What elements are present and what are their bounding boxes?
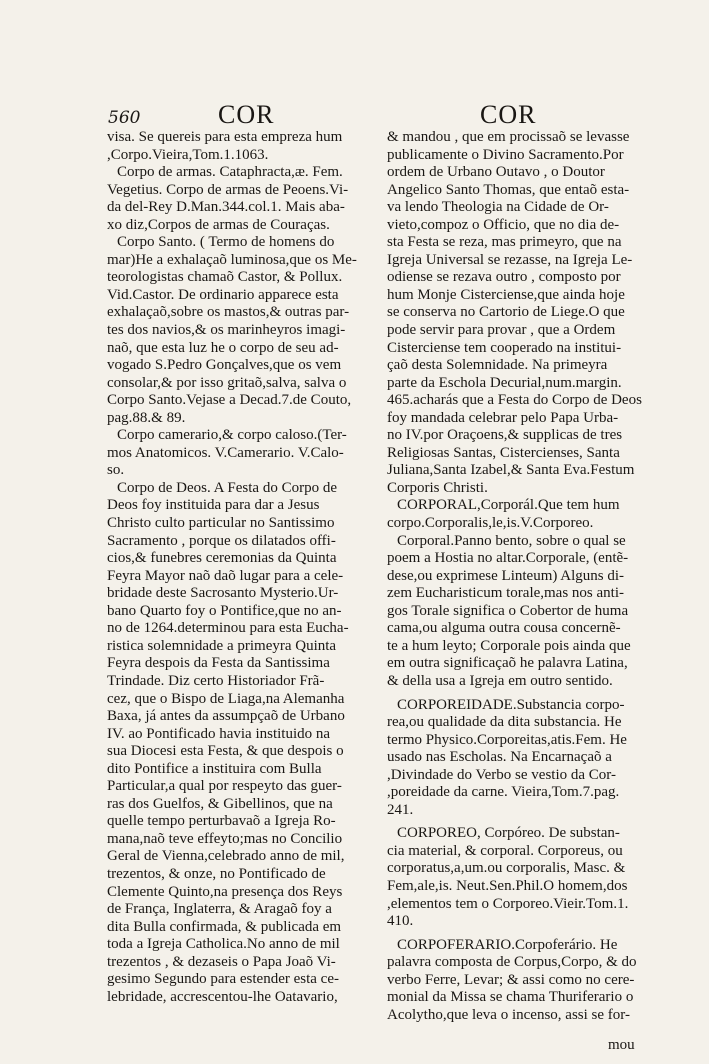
right-column-line: odiense se rezava outro , composto por bbox=[387, 269, 621, 286]
right-headword: COR bbox=[480, 100, 537, 129]
right-column-line: Angelico Santo Thomas, que entaõ esta- bbox=[387, 181, 630, 198]
right-column-line: çaõ desta Solemnidade. Na primeyra bbox=[387, 357, 608, 374]
left-column-line: Corpo Santo.Vejase a Decad.7.de Couto, bbox=[107, 392, 352, 409]
right-column-line: vieto,compoz o Officio, que no dia de- bbox=[387, 216, 620, 233]
left-column-line: ras dos Guelfos, & Gibellinos, que na bbox=[107, 795, 333, 812]
left-column-line: Vid.Castor. De ordinario apparece esta bbox=[107, 286, 339, 303]
left-column-line: trezentos, & onze, no Pontificado de bbox=[107, 865, 326, 882]
left-column-line: consolar,& por isso gritaõ,salva, salva o bbox=[107, 374, 347, 391]
left-column-line: vogado S.Pedro Gonçalves,que os vem bbox=[107, 357, 342, 374]
right-column-line: 465.acharás que a Festa do Corpo de Deos bbox=[387, 392, 642, 409]
right-column-line: ,elementos tem o Corporeo.Vieir.Tom.1. bbox=[387, 895, 629, 912]
left-column-line: Particular,a qual por respeyto das guer- bbox=[107, 778, 342, 795]
right-column-line: parte da Eschola Decurial,num.margin. bbox=[387, 374, 622, 391]
right-column-line: gos Torale significa o Cobertor de huma bbox=[387, 602, 629, 619]
left-column-line: mar)He a exhalaçaõ luminosa,que os Me- bbox=[107, 251, 357, 268]
right-column-line: cama,ou alguma outra cousa concernẽ- bbox=[387, 620, 621, 637]
right-column-line: Cisterciense tem cooperado na institui- bbox=[387, 339, 622, 356]
left-column-line: Trindade. Diz certo Historiador Frã- bbox=[107, 672, 325, 689]
right-column-line: cia material, & corporal. Corporeus, ou bbox=[387, 842, 623, 859]
page-number: 560 bbox=[108, 108, 141, 128]
right-column-line: dese,ou exprimese Linteum) Alguns di- bbox=[387, 567, 625, 584]
right-column-line: CORPOFERARIO.Corpoferário. He bbox=[397, 936, 618, 953]
right-column-line: termo Physico.Corporeitas,atis.Fem. He bbox=[387, 731, 627, 748]
right-column-line: CORPOREIDADE.Substancia corpo- bbox=[397, 696, 625, 713]
running-head bbox=[100, 100, 640, 130]
left-column-line: Vegetius. Corpo de armas de Peoens.Vi- bbox=[107, 181, 349, 198]
right-column-line: no IV.por Oraçoens,& supplicas de tres bbox=[387, 427, 623, 444]
left-column bbox=[107, 129, 375, 1006]
left-column-line: Feyra Mayor naõ daõ lugar para a cele- bbox=[107, 567, 344, 584]
left-column-line: Corpo de Deos. A Festa do Corpo de bbox=[117, 479, 337, 496]
left-headword: COR bbox=[218, 100, 275, 129]
right-column-line: Fem,ale,is. Neut.Sen.Phil.O homem,dos bbox=[387, 877, 628, 894]
left-column-line: Baxa, já antes da assumpçaõ de Urbano bbox=[107, 708, 345, 725]
left-column-line: sua Diocesi esta Festa, & que despois o bbox=[107, 743, 344, 760]
right-column-line: CORPORAL,Corporál.Que tem hum bbox=[397, 497, 620, 514]
right-column-line: Religiosas Santas, Cistercienses, Santa bbox=[387, 444, 620, 461]
right-column-line: poem a Hostia no altar.Corporale, (entẽ- bbox=[387, 550, 629, 567]
left-column-line: da del-Rey D.Man.344.col.1. Mais aba- bbox=[107, 199, 345, 216]
right-column-line: sta Festa se reza, mas primeyro, que na bbox=[387, 234, 622, 251]
left-column-line: Christo culto particular no Santissimo bbox=[107, 515, 335, 532]
left-column-line: Corpo de armas. Cataphracta,æ. Fem. bbox=[117, 164, 343, 181]
right-column bbox=[387, 129, 643, 1024]
left-column-line: no de 1264.determinou para esta Eucha- bbox=[107, 620, 349, 637]
right-column-line: palavra composta de Corpus,Corpo, & do bbox=[387, 954, 637, 971]
left-column-line: cez, que o Bispo de Liaga,na Alemanha bbox=[107, 690, 345, 707]
right-column-line: Juliana,Santa Izabel,& Santa Eva.Festum bbox=[387, 462, 635, 479]
right-column-line: hum Monje Cisterciense,que ainda hoje bbox=[387, 286, 625, 303]
left-column-line: IV. ao Pontificado havia instituido na bbox=[107, 725, 331, 742]
right-column-line: verbo Ferre, Levar; & assi como no cere- bbox=[387, 971, 635, 988]
catchword: mou bbox=[608, 1037, 635, 1053]
right-column-line: rea,ou qualidade da dita substancia. He bbox=[387, 714, 622, 731]
left-column-line: lebridade, accrescentou-lhe Oatavario, bbox=[107, 988, 338, 1005]
left-column-line: pag.88.& 89. bbox=[107, 409, 186, 426]
right-column-line: corpo.Corporalis,le,is.V.Corporeo. bbox=[387, 515, 594, 532]
right-column-line: 241. bbox=[387, 801, 414, 818]
left-column-line: Corpo camerario,& corpo caloso.(Ter- bbox=[117, 427, 347, 444]
right-column-line: va lendo Theologia na Cidade de Or- bbox=[387, 199, 609, 216]
right-column-line: ordem de Urbano Outavo , o Doutor bbox=[387, 164, 605, 181]
left-column-line: ,Corpo.Vieira,Tom.1.1063. bbox=[107, 146, 269, 163]
left-column-line: xo diz,Corpos de armas de Couraças. bbox=[107, 216, 330, 233]
left-column-line: mos Anatomicos. V.Camerario. V.Calo- bbox=[107, 444, 344, 461]
left-column-line: Corpo Santo. ( Termo de homens do bbox=[117, 234, 335, 251]
right-column-line: zem Eucharisticum torale,mas nos anti- bbox=[387, 585, 625, 602]
left-column-line: bridade deste Sacrosanto Mysterio.Ur- bbox=[107, 585, 339, 602]
left-column-line: quelle tempo perturbavaõ a Igreja Ro- bbox=[107, 813, 336, 830]
right-column-line: & della usa a Igreja em outro sentido. bbox=[387, 672, 613, 689]
left-column-line: Geral de Vienna,celebrado anno de mil, bbox=[107, 848, 345, 865]
left-column-line: de França, Inglaterra, & Aragaõ foy a bbox=[107, 901, 332, 918]
left-column-line: Clemente Quinto,na presença dos Reys bbox=[107, 883, 343, 900]
right-column-line: Corporis Christi. bbox=[387, 479, 488, 496]
left-column-line: mana,naõ teve effeyto;mas no Concilio bbox=[107, 830, 343, 847]
right-column-line: publicamente o Divino Sacramento.Por bbox=[387, 146, 624, 163]
left-column-line: bano Quarto foy o Pontifice,que no an- bbox=[107, 602, 342, 619]
right-column-line: Igreja Universal se rezasse, na Igreja Le- bbox=[387, 251, 633, 268]
left-column-line: trezentos , & dezaseis o Papa Joaõ Vi- bbox=[107, 953, 336, 970]
right-column-line: Acolytho,que leva o incenso, assi se for- bbox=[387, 1006, 630, 1023]
right-column-line: monial da Missa se chama Thuriferario o bbox=[387, 989, 634, 1006]
left-column-line: dito Pontifice a instituira com Bulla bbox=[107, 760, 322, 777]
right-column-line: se conserva no Cartorio de Liege.O que bbox=[387, 304, 625, 321]
right-column-line: & mandou , que em procissaõ se levasse bbox=[387, 129, 630, 145]
right-column-line: te a hum leyto; Corporale pois ainda que bbox=[387, 637, 631, 654]
right-column-line: foy mandada celebrar pelo Papa Urba- bbox=[387, 409, 619, 426]
right-column-line: ,Divindade do Verbo se vestio da Cor- bbox=[387, 766, 616, 783]
right-column-line: pode servir para provar , que a Ordem bbox=[387, 322, 616, 339]
right-column-line: em outra significaçaõ he palavra Latina, bbox=[387, 655, 628, 672]
left-column-line: exhalaçaõ,sobre os mastos,& outras par- bbox=[107, 304, 350, 321]
right-column-line: ,poreidade da carne. Vieira,Tom.7.pag. bbox=[387, 784, 620, 801]
left-column-line: naõ, que esta luz he o corpo de seu ad- bbox=[107, 339, 339, 356]
left-column-line: gesimo Segundo para estender esta ce- bbox=[107, 971, 339, 988]
right-column-line: 410. bbox=[387, 913, 414, 930]
right-column-line: CORPOREO, Corpóreo. De substan- bbox=[397, 825, 620, 842]
left-column-line: teorologistas chamaõ Castor, & Pollux. bbox=[107, 269, 343, 286]
left-column-line: so. bbox=[107, 462, 125, 479]
right-column-line: usado nas Escholas. Na Encarnaçaõ a bbox=[387, 749, 612, 766]
left-column-line: Deos foy instituida para dar a Jesus bbox=[107, 497, 320, 514]
left-column-line: cios,& funebres ceremonias da Quinta bbox=[107, 550, 337, 567]
left-column-line: tes dos navios,& os marinheyros imagi- bbox=[107, 322, 346, 339]
right-column-line: Corporal.Panno bento, sobre o qual se bbox=[397, 532, 626, 549]
left-column-line: Feyra despois da Festa da Santissima bbox=[107, 655, 330, 672]
left-column-line: ristica solemnidade a primeyra Quinta bbox=[107, 637, 337, 654]
left-column-line: toda a Igreja Catholica.No anno de mil bbox=[107, 936, 340, 953]
left-column-line: visa. Se quereis para esta empreza hum bbox=[107, 129, 343, 145]
left-column-line: dita Bulla confirmada, & publicada em bbox=[107, 918, 342, 935]
left-column-line: Sacramento , porque os dilatados offi- bbox=[107, 532, 336, 549]
right-column-line: corporatus,a,um.ou corporalis, Masc. & bbox=[387, 860, 626, 877]
